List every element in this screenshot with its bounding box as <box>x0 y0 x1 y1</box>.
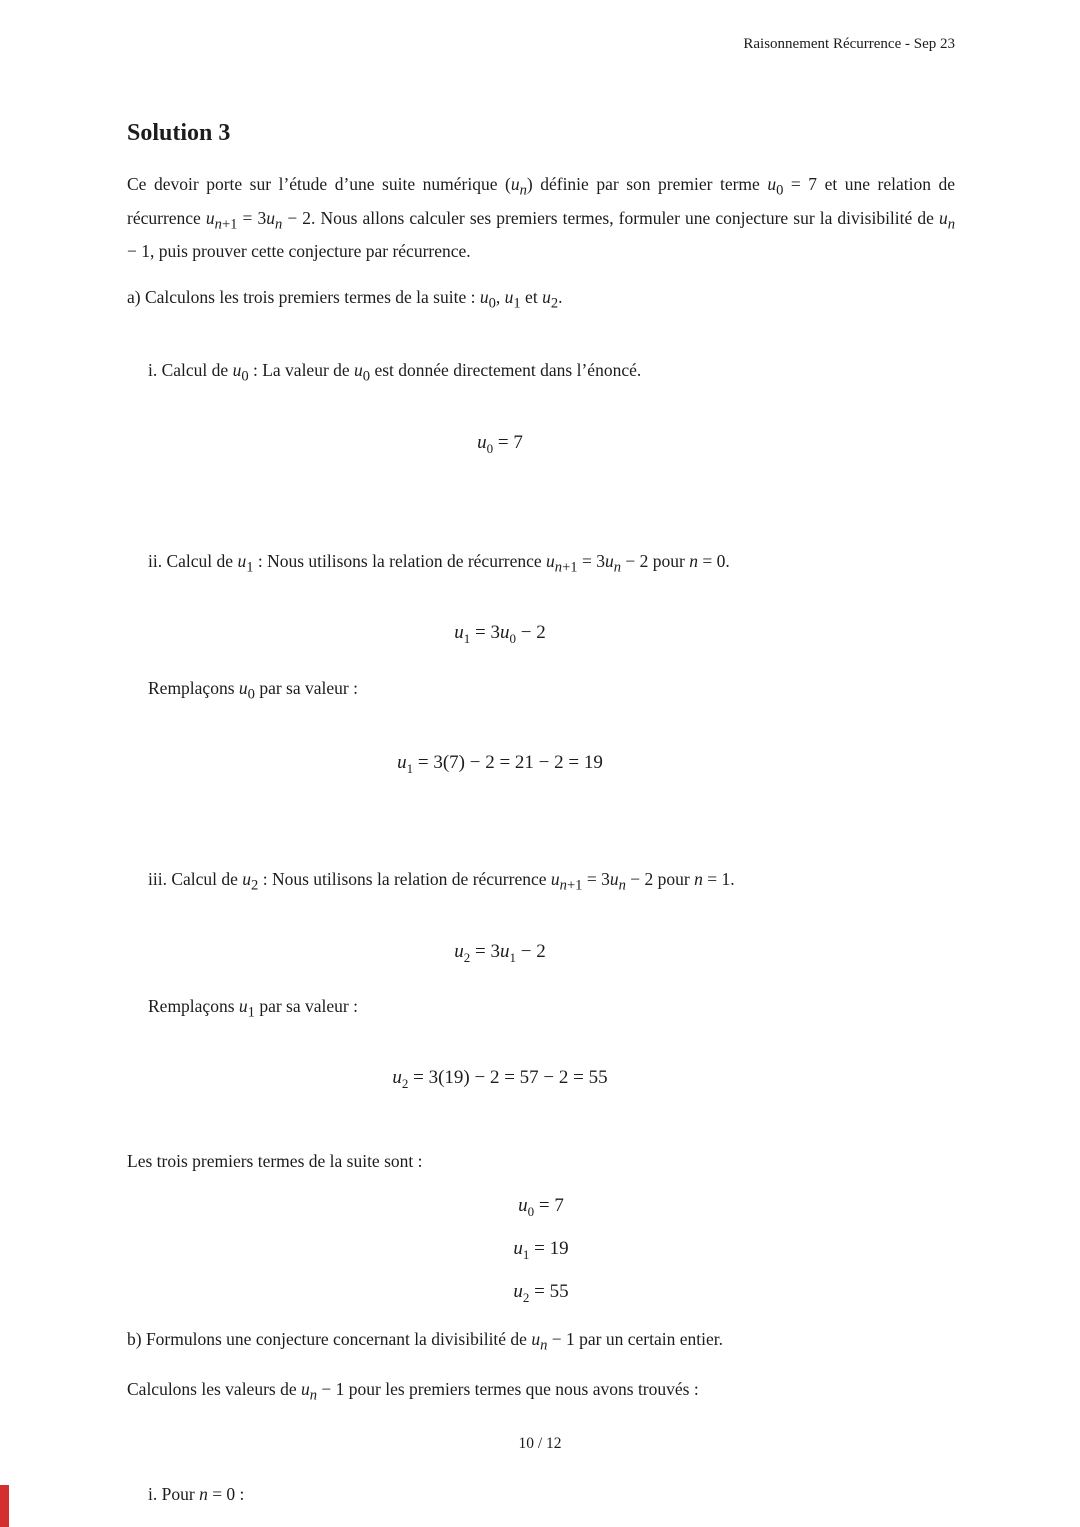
page-number: 10 / 12 <box>518 1435 562 1452</box>
step-iii-note: Remplaçons $u_1$ par sa valeur : <box>148 995 358 1020</box>
page-edge-accent-mark <box>0 1485 9 1527</box>
summary-equation-u2: $u_2 = 55$ <box>513 1281 569 1305</box>
equation-u1-result: $u_1 = 3(7) - 2 = 21 - 2 = 19$ <box>397 752 603 776</box>
solution-content <box>127 0 955 1508</box>
step-ii-note: Remplaçons $u_0$ par sa valeur : <box>148 677 358 702</box>
solution-title: Solution 3 <box>127 120 231 146</box>
part-a-heading: a) Calculons les trois premiers termes de la suite : $u_0$, $u_1$ et $u_2$. <box>127 287 563 312</box>
part-b-step-i-label: i. Pour n = 0 : <box>148 1484 245 1504</box>
running-header: Raisonnement Récurrence - Sep 23 <box>743 36 955 52</box>
summary-equation-u0: $u_0 = 7$ <box>518 1195 564 1219</box>
part-b-subheading: Calculons les valeurs de $u_n - 1$ pour les premiers termes que nous avons trouvés : <box>127 1378 699 1403</box>
equation-u1-relation: $u_1 = 3u_0 - 2$ <box>454 621 546 646</box>
summary-label: Les trois premiers termes de la suite sont : <box>127 1151 423 1171</box>
step-iii-label: iii. Calcul de $u_2$ : Nous utilisons la relation de récurrence $u_{n+1} = 3u_n - 2$ pour n = 1. <box>148 869 735 894</box>
step-ii-label: ii. Calcul de $u_1$ : Nous utilisons la relation de récurrence $u_{n+1} = 3u_n - 2$ pour n = 0. <box>148 551 730 576</box>
equation-u2-relation: $u_2 = 3u_1 - 2$ <box>454 940 546 965</box>
equation-u2-result: $u_2 = 3(19) - 2 = 57 - 2 = 55$ <box>392 1067 608 1091</box>
equation-u0: $u_0 = 7$ <box>477 432 523 456</box>
intro-paragraph: Ce devoir porte sur l’étude d’une suite numérique $(u_n)$ définie par son premier terme $u_0 = 7$ et une relation de récurrence $u_{n+1} = 3u_n - 2$. Nous allons calculer ses premiers termes, formuler une conjecture sur la divisibilité de $u_n - 1$, puis prouver cette conjecture par récurrence. <box>127 174 956 261</box>
step-i-label: i. Calcul de $u_0$ : La valeur de $u_0$ est donnée directement dans l’énoncé. <box>148 359 642 384</box>
summary-equation-u1: $u_1 = 19$ <box>513 1238 569 1262</box>
part-b-heading: b) Formulons une conjecture concernant la divisibilité de $u_n - 1$ par un certain entier. <box>127 1329 723 1354</box>
